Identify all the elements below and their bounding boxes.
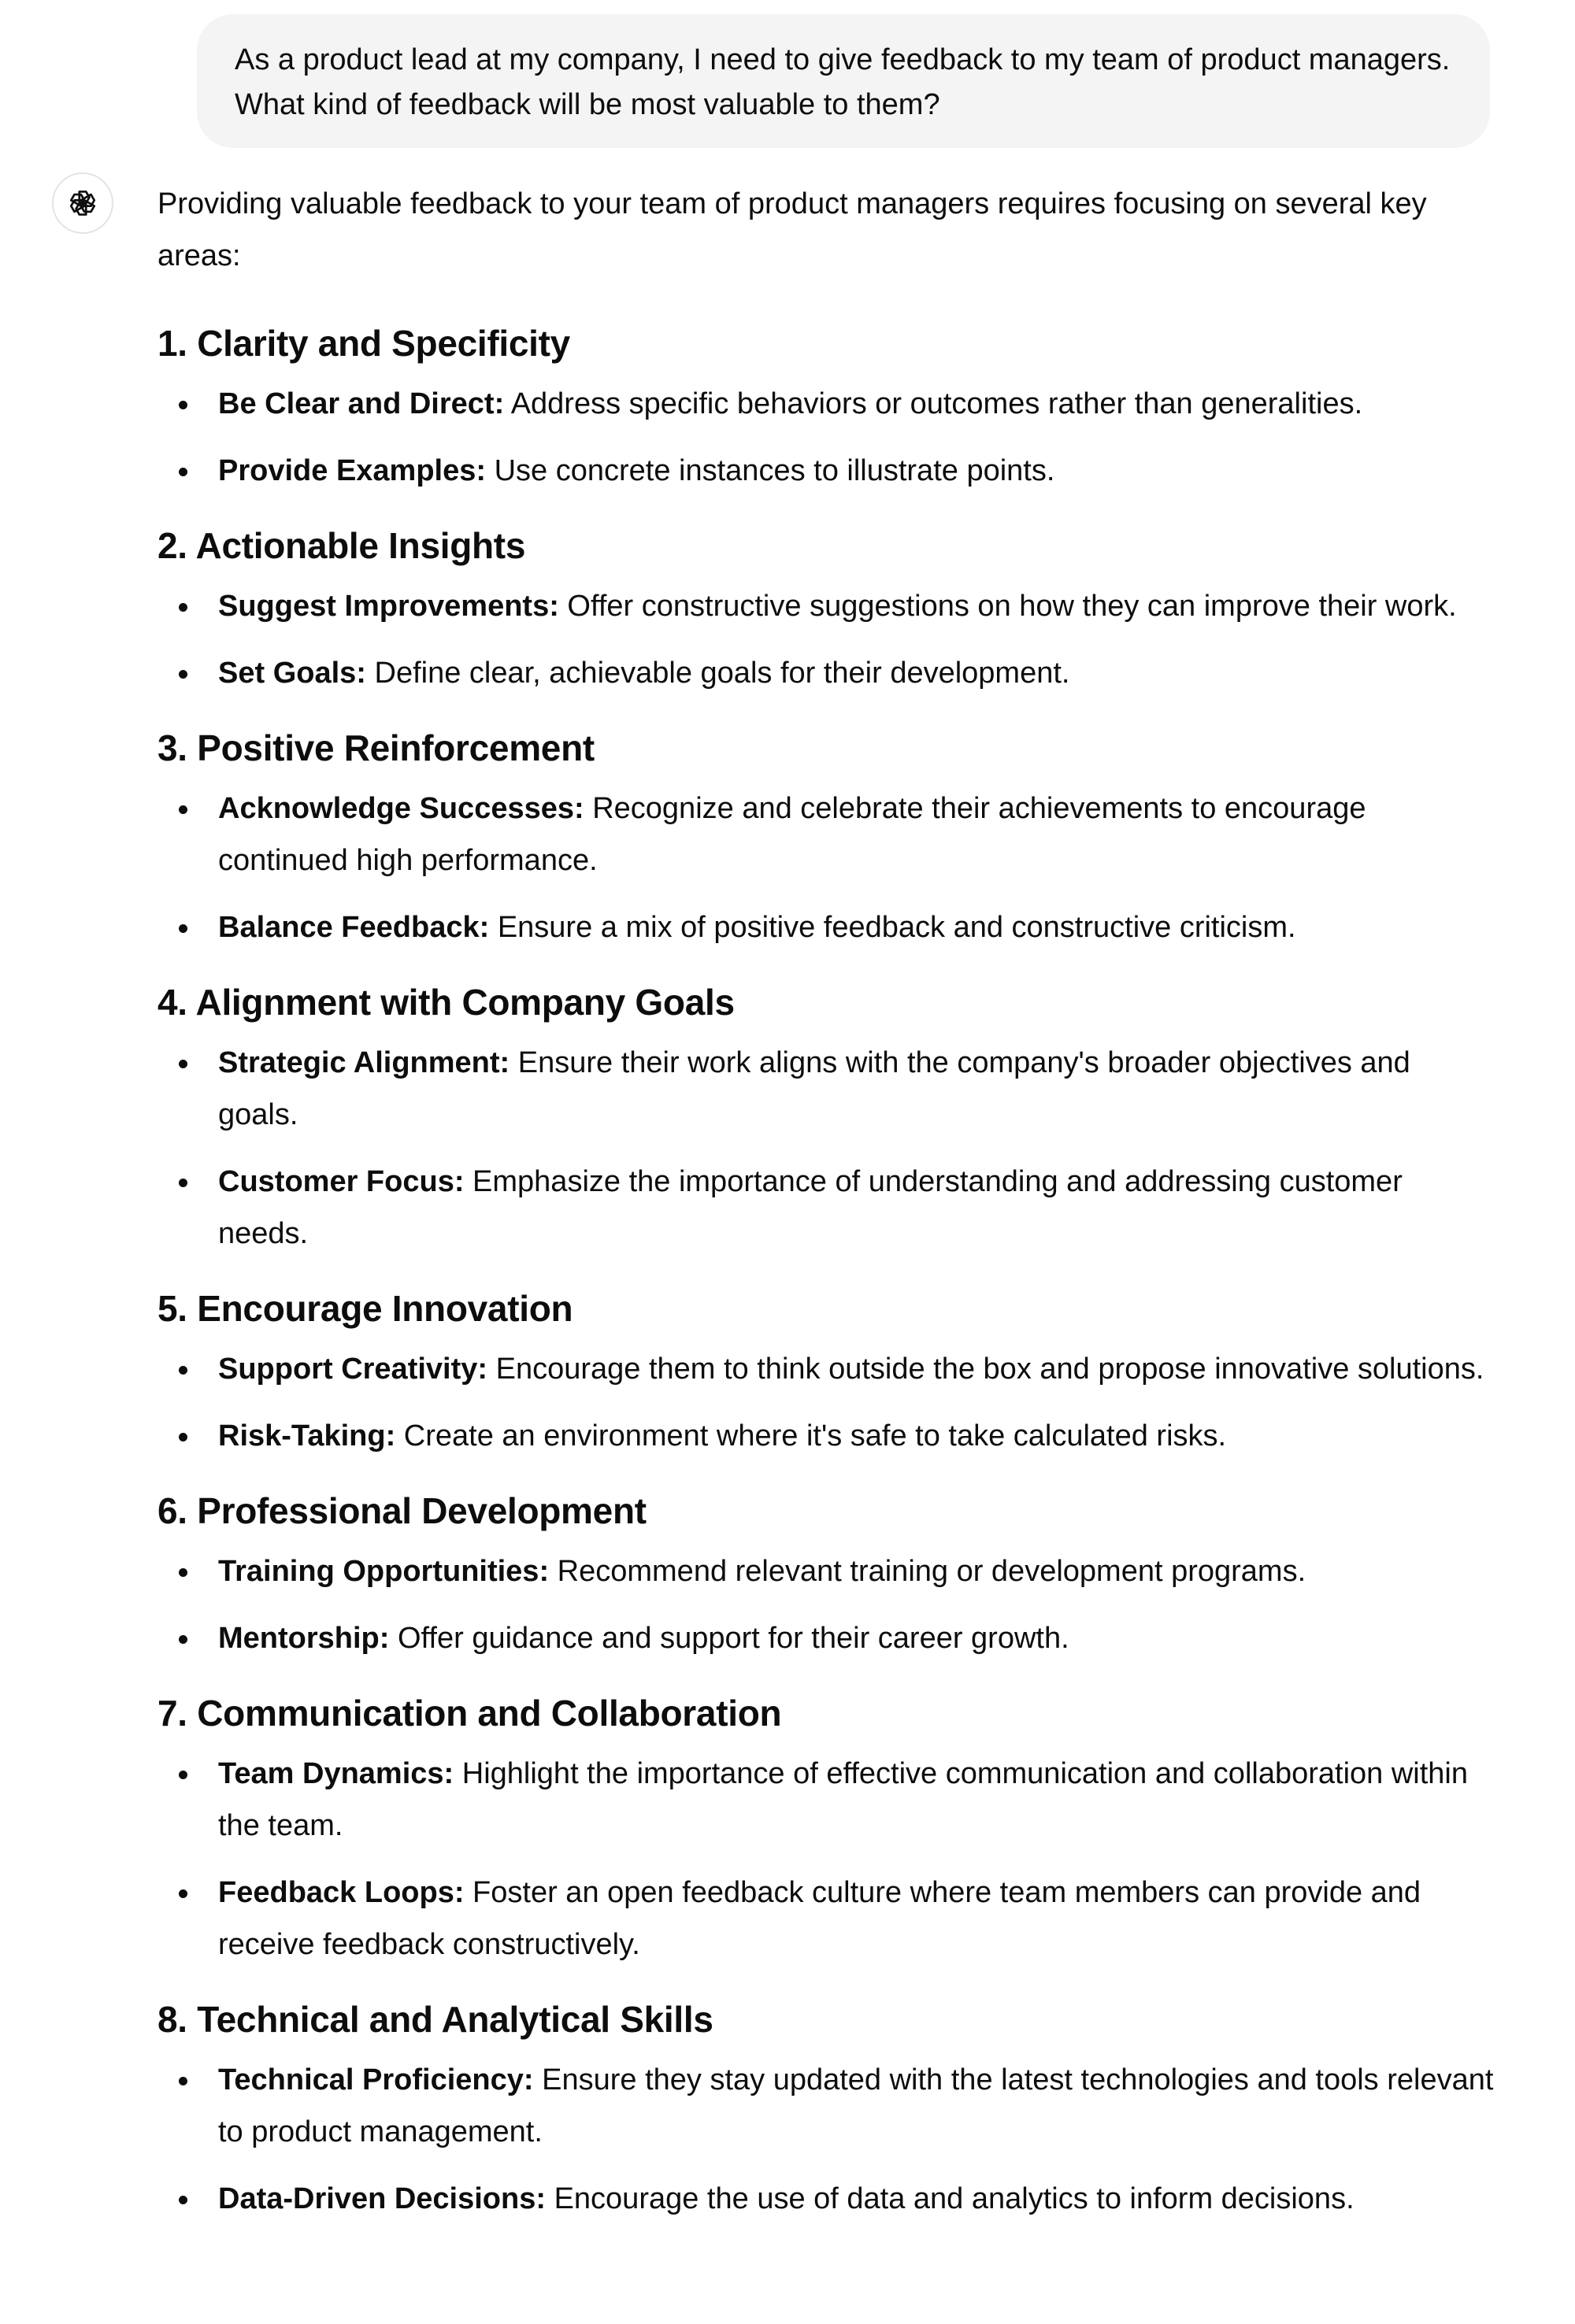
list-item-label: Acknowledge Successes: xyxy=(218,792,584,825)
list-item xyxy=(158,1612,1496,1664)
list-item-label: Mentorship: xyxy=(218,1622,390,1655)
response-section xyxy=(158,724,1496,953)
list-item-label: Risk-Taking: xyxy=(218,1419,396,1452)
list-item xyxy=(158,378,1496,430)
bullet-list xyxy=(158,1545,1496,1664)
response-section xyxy=(158,1996,1496,2225)
openai-logo-icon xyxy=(65,185,101,221)
list-item-text: Encourage them to think outside the box and propose innovative solutions. xyxy=(487,1353,1484,1386)
list-item-label: Customer Focus: xyxy=(218,1165,465,1198)
section-heading: 2. Actionable Insights xyxy=(158,525,526,566)
list-item-text: Highlight the importance of effective communication and collaboration within the team. xyxy=(218,1757,1468,1842)
list-item xyxy=(158,1156,1496,1260)
list-item-text: Ensure their work aligns with the company's broader objectives and goals. xyxy=(218,1046,1410,1131)
section-heading: 8. Technical and Analytical Skills xyxy=(158,1999,713,2040)
user-message-text: As a product lead at my company, I need to give feedback to my team of product managers. What kind of feedback will be most valuable to them? xyxy=(235,43,1451,121)
assistant-avatar xyxy=(52,172,113,234)
list-item-text: Address specific behaviors or outcomes rather than generalities. xyxy=(504,387,1363,420)
list-item xyxy=(158,783,1496,886)
list-item-label: Set Goals: xyxy=(218,657,366,690)
list-item xyxy=(158,1748,1496,1852)
list-item-label: Provide Examples: xyxy=(218,454,487,487)
bullet-list xyxy=(158,2054,1496,2225)
list-item xyxy=(158,1343,1496,1395)
list-item-label: Balance Feedback: xyxy=(218,911,490,944)
section-heading: 4. Alignment with Company Goals xyxy=(158,982,735,1023)
section-heading: 5. Encourage Innovation xyxy=(158,1288,573,1329)
list-item xyxy=(158,2054,1496,2158)
list-item xyxy=(158,1545,1496,1597)
response-section xyxy=(158,1689,1496,1971)
bullet-list xyxy=(158,1343,1496,1462)
list-item xyxy=(158,901,1496,953)
bullet-list xyxy=(158,1748,1496,1971)
bullet-list xyxy=(158,378,1496,497)
list-item-text: Use concrete instances to illustrate points. xyxy=(486,454,1055,487)
list-item-text: Recognize and celebrate their achievements to encourage continued high performance. xyxy=(218,792,1366,877)
list-item-text: Create an environment where it's safe to take calculated risks. xyxy=(395,1419,1227,1452)
list-item xyxy=(158,1867,1496,1971)
list-item-label: Feedback Loops: xyxy=(218,1876,465,1909)
list-item-label: Technical Proficiency: xyxy=(218,2063,534,2096)
list-item-label: Strategic Alignment: xyxy=(218,1046,510,1079)
bullet-list xyxy=(158,783,1496,953)
list-item xyxy=(158,647,1496,699)
list-item-text: Emphasize the importance of understanding and addressing customer needs. xyxy=(218,1165,1403,1250)
list-item-text: Recommend relevant training or development programs. xyxy=(549,1555,1306,1588)
list-item xyxy=(158,1410,1496,1462)
list-item-label: Support Creativity: xyxy=(218,1353,488,1386)
user-message-bubble xyxy=(197,14,1490,148)
response-section xyxy=(158,1487,1496,1664)
list-item-label: Data-Driven Decisions: xyxy=(218,2182,547,2215)
list-item-text: Ensure a mix of positive feedback and constructive criticism. xyxy=(489,911,1296,944)
section-heading: 6. Professional Development xyxy=(158,1490,647,1531)
list-item xyxy=(158,445,1496,497)
list-item-label: Be Clear and Direct: xyxy=(218,387,505,420)
section-heading: 1. Clarity and Specificity xyxy=(158,323,570,364)
list-item xyxy=(158,580,1496,632)
list-item-text: Foster an open feedback culture where team members can provide and receive feedback constructively. xyxy=(218,1876,1421,1961)
bullet-list xyxy=(158,1037,1496,1260)
section-heading: 3. Positive Reinforcement xyxy=(158,727,595,768)
list-item-label: Training Opportunities: xyxy=(218,1555,550,1588)
response-section xyxy=(158,522,1496,699)
list-item xyxy=(158,1037,1496,1141)
list-item-text: Ensure they stay updated with the latest technologies and tools relevant to product management. xyxy=(218,2063,1494,2148)
list-item-text: Define clear, achievable goals for their development. xyxy=(365,657,1070,690)
bullet-list xyxy=(158,580,1496,699)
response-intro: Providing valuable feedback to your team of product managers requires focusing on several key areas: xyxy=(158,187,1427,272)
list-item-label: Suggest Improvements: xyxy=(218,590,559,623)
response-section xyxy=(158,1285,1496,1462)
response-section xyxy=(158,320,1496,497)
assistant-response xyxy=(158,178,1496,2250)
list-item-text: Offer constructive suggestions on how they can improve their work. xyxy=(558,590,1457,623)
response-sections xyxy=(158,320,1496,2225)
list-item xyxy=(158,2173,1496,2225)
list-item-label: Team Dynamics: xyxy=(218,1757,454,1790)
section-heading: 7. Communication and Collaboration xyxy=(158,1693,782,1734)
list-item-text: Encourage the use of data and analytics to inform decisions. xyxy=(546,2182,1354,2215)
response-section xyxy=(158,979,1496,1260)
list-item-text: Offer guidance and support for their career growth. xyxy=(389,1622,1069,1655)
